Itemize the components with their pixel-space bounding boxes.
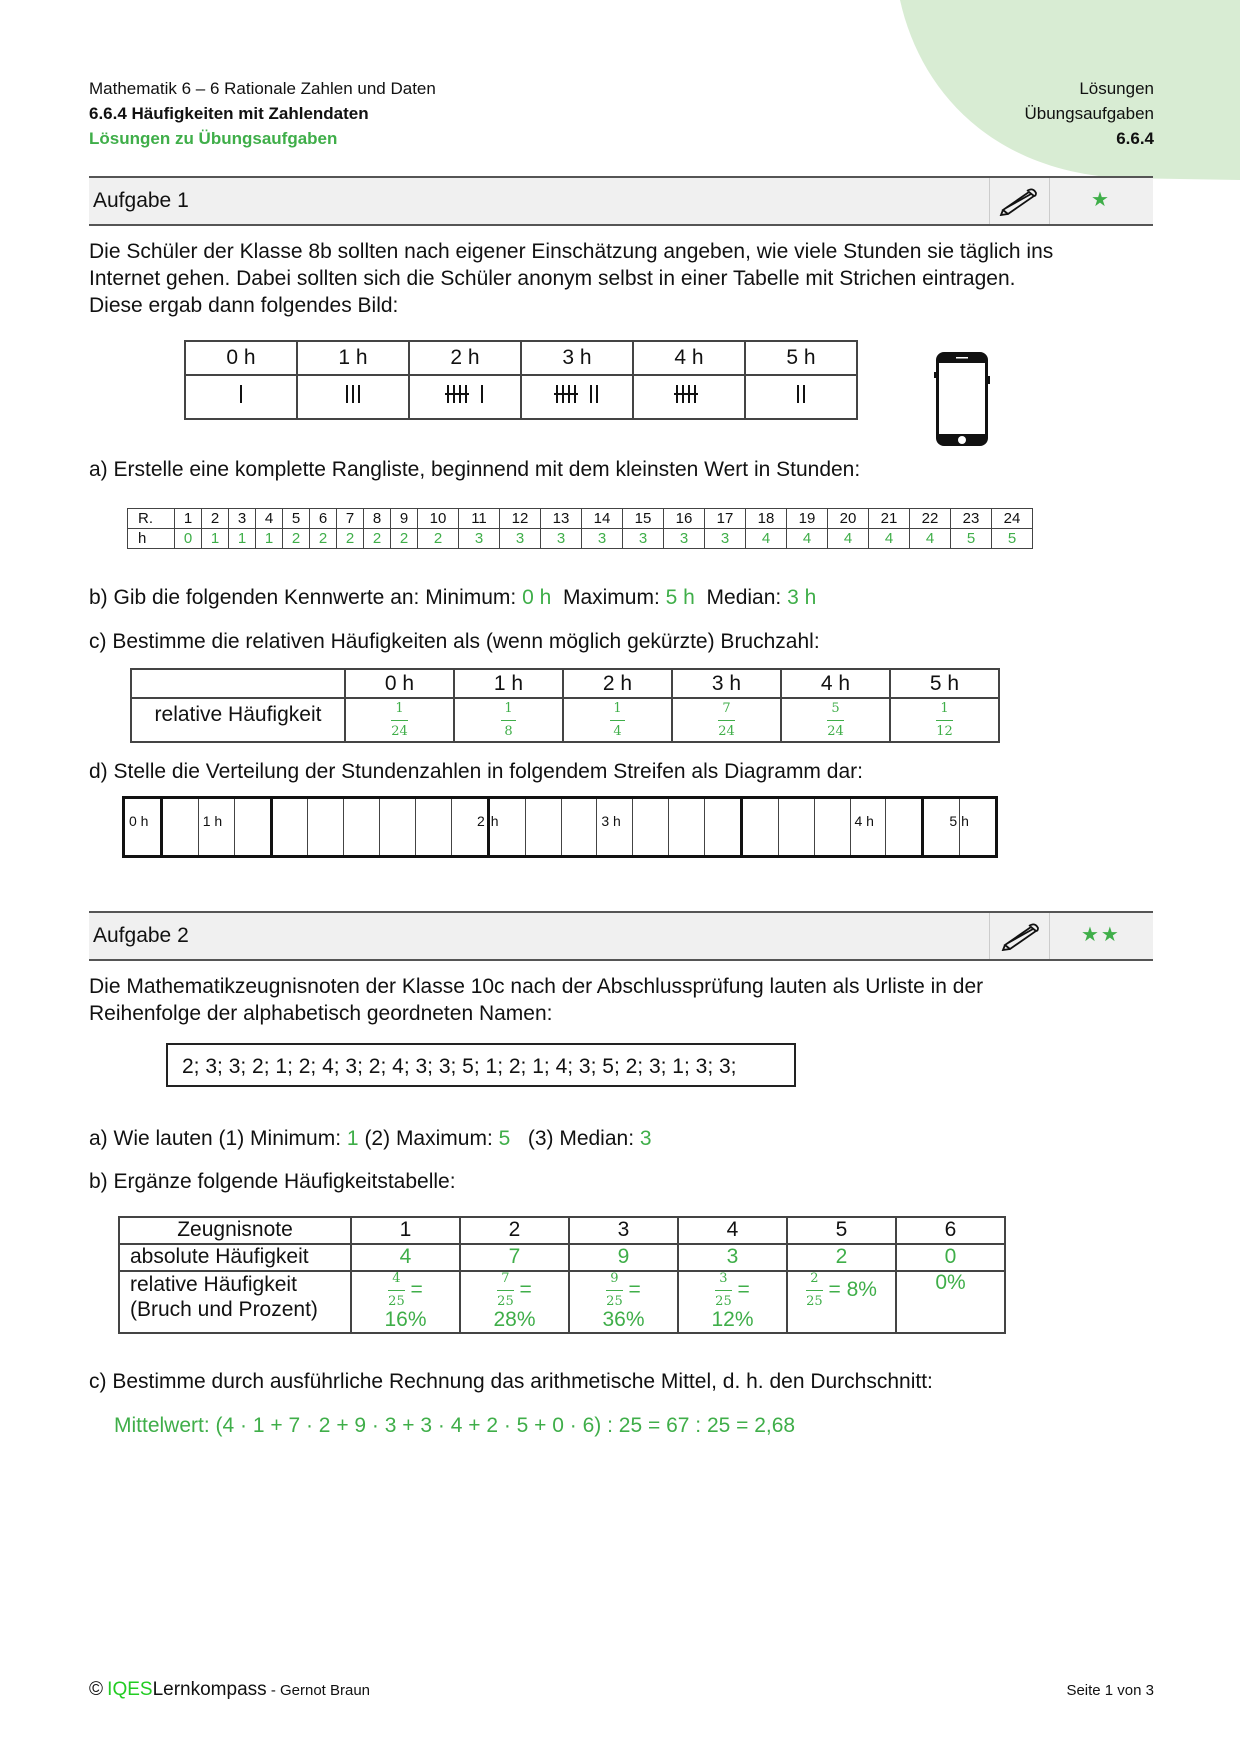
hour-cell: 3 [705,529,746,549]
strip-label: h [961,813,969,829]
task1-d-prompt: d) Stelle die Verteilung der Stundenzahlen in folgendem Streifen als Diagramm dar: [89,760,863,783]
rel-header: 3 h [672,669,781,698]
tally-marks [185,375,297,419]
rank-cell: 21 [869,509,910,529]
rank-table [127,508,1033,549]
strip-label: 2 [476,813,485,829]
strip-cell [308,799,344,855]
label-line: (Bruch und Prozent) [130,1298,318,1321]
median-answer: 3 h [787,586,817,609]
hour-cell: 4 [787,529,828,549]
subtitle: Lösungen zu Übungsaufgaben [89,129,338,148]
strip-cell [779,799,815,855]
min-answer: 0 h [522,586,552,609]
divider [989,178,990,224]
brand-iqes: IQES [107,1679,153,1700]
task1-c-prompt: c) Bestimme die relativen Häufigkeiten als (wenn möglich gekürzte) Bruchzahl: [89,630,820,653]
hour-cell: 4 [828,529,869,549]
rank-cell: 2 [202,509,229,529]
rank-row-label: R. [128,509,175,529]
smartphone-icon [934,350,990,448]
tally-marks [521,375,633,419]
intro-line: Reihenfolge der alphabetisch geordneten Namen: [89,1002,553,1025]
rel-header: 1 h [454,669,563,698]
strip-cell [344,799,380,855]
header-right-line2: Übungsaufgaben [1024,104,1154,123]
hour-cell: 5 [992,529,1033,549]
difficulty-stars: ★ [1091,189,1111,211]
grade-frequency-table [118,1216,1006,1334]
divider [1049,913,1050,959]
relative-cell: $\frac{2}{25}$ = 8% [787,1271,896,1333]
hour-cell: 1 [256,529,283,549]
strip-cell [597,799,633,855]
topic-title: 6.6.4 Häufigkeiten mit Zahlendaten [89,104,369,123]
strip-cell [743,799,779,855]
grade-cell: 3 [569,1217,678,1244]
hour-cell: 2 [337,529,364,549]
hour-cell: 0 [175,529,202,549]
page-number: Seite 1 von 3 [1066,1682,1154,1699]
strip-cell [526,799,562,855]
percent: 16% [384,1308,427,1331]
min-answer: 1 [346,1127,359,1150]
hours-row-label: h [128,529,175,549]
page-header-left [89,76,436,151]
median-label: Median: [706,586,782,609]
relative-cell: $\frac{7}{25}$ = 28% [460,1271,569,1333]
grade-cell: 6 [896,1217,1005,1244]
rel-fraction: $\frac{5}{24}$ [781,698,890,742]
grade-cell: 1 [351,1217,460,1244]
strip-label: 5 [949,813,958,829]
intro-line: Die Schüler der Klasse 8b sollten nach eigener Einschätzung angeben, wie viele Stunden sie täglich ins [89,240,1054,263]
header-right-line1: Lösungen [1079,79,1154,98]
empty-cell [131,669,345,698]
task2-intro [89,973,1169,1027]
percent: 36% [602,1308,645,1331]
course-title: Mathematik 6 – 6 Rationale Zahlen und Daten [89,79,436,98]
strip-label: h [490,813,499,829]
rank-cell: 19 [787,509,828,529]
strip-cell [851,799,887,855]
strip-cell [633,799,669,855]
strip-cell [960,799,995,855]
absolute-cell: 7 [460,1244,569,1271]
rank-cell: 23 [951,509,992,529]
rel-header: 0 h [345,669,454,698]
rel-fraction: $\frac{7}{24}$ [672,698,781,742]
task1-header [89,176,1153,226]
rank-cell: 4 [256,509,283,529]
tally-marks [745,375,857,419]
divider [989,913,990,959]
intro-line: Die Mathematikzeugnisnoten der Klasse 10c nach der Abschlussprüfung lauten als Urliste in der [89,975,984,998]
hour-cell: 2 [391,529,418,549]
tally-marks [297,375,409,419]
absolute-cell: 9 [569,1244,678,1271]
strip-cell [380,799,416,855]
max-label: Maximum: [562,586,660,609]
strip-cell [924,799,960,855]
difficulty-stars: ★★ [1081,924,1121,946]
grade-cell: 2 [460,1217,569,1244]
tally-header: 2 h [409,341,521,375]
rank-cell: 6 [310,509,337,529]
strip-label: 0 h [129,813,149,829]
hour-cell: 2 [364,529,391,549]
percent: 28% [493,1308,536,1331]
rank-cell: 1 [175,509,202,529]
grade-cell: 4 [678,1217,787,1244]
task2-header [89,911,1153,961]
rank-cell: 20 [828,509,869,529]
hour-cell: 3 [623,529,664,549]
rel-header: 5 h [890,669,999,698]
hour-cell: 2 [310,529,337,549]
hour-cell: 3 [500,529,541,549]
label-line: relative Häufigkeit [130,1273,297,1296]
strip-cell [815,799,851,855]
tally-header: 4 h [633,341,745,375]
rel-header: 4 h [781,669,890,698]
footer-brand [89,1679,370,1701]
grade-cell: 5 [787,1217,896,1244]
task1-b [89,584,1169,611]
rel-fraction: $\frac{1}{4}$ [563,698,672,742]
rank-cell: 9 [391,509,418,529]
rank-cell: 10 [418,509,459,529]
tally-header: 1 h [297,341,409,375]
rel-fraction: $\frac{1}{24}$ [345,698,454,742]
percent: 12% [711,1308,754,1331]
task1-a-prompt: a) Erstelle eine komplette Rangliste, beginnend mit dem kleinsten Wert in Stunden: [89,458,861,481]
strip-label: 4 h [854,813,874,829]
max-answer: 5 [498,1127,511,1150]
rel-fraction: $\frac{1}{8}$ [454,698,563,742]
strip-cell [669,799,705,855]
copyright-symbol: © [89,1679,103,1700]
rank-cell: 16 [664,509,705,529]
rank-cell: 14 [582,509,623,529]
rank-cell: 3 [229,509,256,529]
brand-lernkompass: Lernkompass [152,1679,267,1700]
a-prompt: a) Wie lauten (1) Minimum: [89,1127,342,1150]
hour-cell: 5 [951,529,992,549]
strip-cell [490,799,526,855]
tally-header: 5 h [745,341,857,375]
max-label: (2) Maximum: [364,1127,493,1150]
header-right-line3: 6.6.4 [1116,129,1154,148]
absolute-cell: 4 [351,1244,460,1271]
hour-cell: 4 [910,529,951,549]
strip-cell [199,799,235,855]
tally-marks [633,375,745,419]
mean-answer: Mittelwert: (4 · 1 + 7 · 2 + 9 · 3 + 3 · 4 + 2 · 5 + 0 · 6) : 25 = 67 : 25 = 2,68 [114,1414,796,1437]
max-answer: 5 h [665,586,695,609]
rank-cell: 22 [910,509,951,529]
strip-cell [886,799,924,855]
rank-cell: 24 [992,509,1033,529]
author: - Gernot Braun [270,1682,371,1699]
relative-cell [896,1271,1005,1333]
absolute-cell: 2 [787,1244,896,1271]
strip-cell [273,799,309,855]
relative-cell: $\frac{9}{25}$ = 36% [569,1271,678,1333]
tally-table [184,340,858,420]
absolute-cell: 3 [678,1244,787,1271]
rank-cell: 7 [337,509,364,529]
rank-cell: 15 [623,509,664,529]
rel-row-label: relative Häufigkeit [131,698,345,742]
rank-cell: 5 [283,509,310,529]
intro-line: Internet gehen. Dabei sollten sich die Schüler anonym selbst in einer Tabelle mit Strichen eintragen. [89,267,1016,290]
absolute-cell: 0 [896,1244,1005,1271]
hour-cell: 1 [202,529,229,549]
rank-cell: 17 [705,509,746,529]
pencil-icon [1001,921,1041,951]
pencil-icon [999,186,1039,216]
strip-cell [452,799,490,855]
tally-marks [409,375,521,419]
tally-header: 0 h [185,341,297,375]
relative-cell: $\frac{3}{25}$ = 12% [678,1271,787,1333]
relative-row-label [119,1271,351,1333]
strip-cell [416,799,452,855]
strip-cell [562,799,598,855]
task1-title: Aufgabe 1 [93,189,189,212]
hour-cell: 3 [582,529,623,549]
rel-fraction: $\frac{1}{12}$ [890,698,999,742]
divider [1049,178,1050,224]
rank-cell: 12 [500,509,541,529]
percent: 8% [846,1278,877,1302]
strip-cell [235,799,273,855]
task2-c-prompt: c) Bestimme durch ausführliche Rechnung das arithmetische Mittel, d. h. den Durchschnitt: [89,1370,933,1393]
hour-cell: 2 [418,529,459,549]
b-prompt: b) Gib die folgenden Kennwerte an: Minimum: [89,586,517,609]
task2-a [89,1125,1169,1152]
median-label: (3) Median: [527,1127,635,1150]
intro-line: Diese ergab dann folgendes Bild: [89,294,399,317]
grade-row-label: Zeugnisnote [119,1217,351,1244]
tally-header: 3 h [521,341,633,375]
task2-title: Aufgabe 2 [93,924,189,947]
hour-cell: 4 [869,529,910,549]
page-header-right [1024,76,1154,151]
strip-label: 1 h [202,813,223,829]
strip-cell [163,799,199,855]
raw-data-list: 2; 3; 3; 2; 1; 2; 4; 3; 2; 4; 3; 3; 5; 1; 2; 1; 4; 3; 5; 2; 3; 1; 3; 3; [166,1043,796,1087]
task1-intro [89,238,1169,319]
strip-diagram [122,796,998,858]
median-answer: 3 [639,1127,652,1150]
rank-cell: 11 [459,509,500,529]
task2-b-prompt: b) Ergänze folgende Häufigkeitstabelle: [89,1170,456,1193]
absolute-row-label: absolute Häufigkeit [119,1244,351,1271]
hour-cell: 3 [459,529,500,549]
strip-cell [125,799,163,855]
hour-cell: 3 [664,529,705,549]
percent: 0% [935,1271,966,1294]
strip-cell [705,799,743,855]
hour-cell: 2 [283,529,310,549]
hour-cell: 4 [746,529,787,549]
hour-cell: 3 [541,529,582,549]
rel-header: 2 h [563,669,672,698]
rank-cell: 13 [541,509,582,529]
rank-cell: 18 [746,509,787,529]
relative-cell: $\frac{4}{25}$ = 16% [351,1271,460,1333]
hour-cell: 1 [229,529,256,549]
rank-cell: 8 [364,509,391,529]
strip-label: 3 h [601,813,621,829]
relative-frequency-table [130,668,1000,743]
